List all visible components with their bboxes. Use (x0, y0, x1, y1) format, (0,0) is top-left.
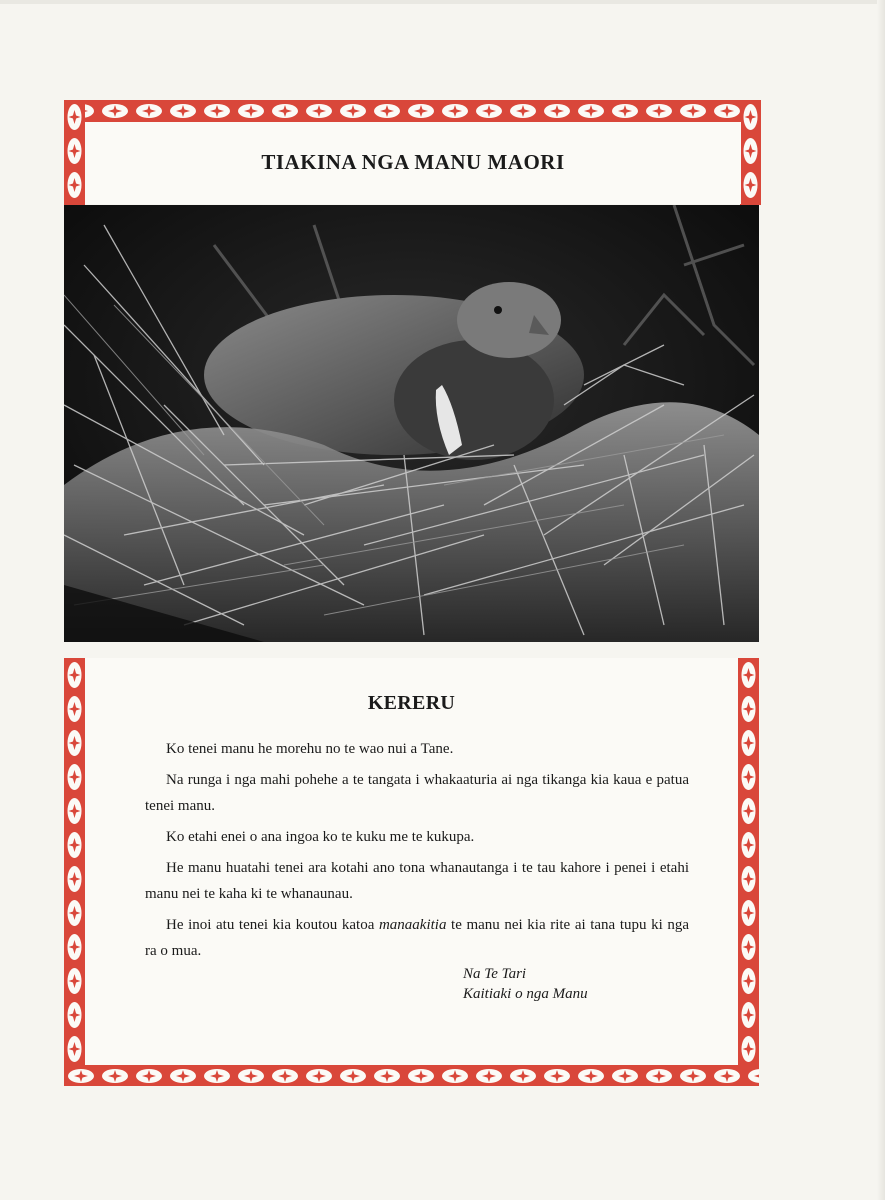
page-edge (0, 0, 885, 4)
paragraph-5 (145, 912, 689, 964)
page-title: TIAKINA NGA MANU MAORI (261, 150, 565, 174)
ornamental-border-right-upper (740, 100, 761, 205)
paragraph-2: Na runga i nga mahi pohehe a te tangata i whakaaturia ai nga tikanga kia kaua e patua tenei manu. (145, 772, 689, 814)
page-edge-shadow (877, 0, 885, 1200)
body-text (145, 736, 689, 969)
kereru-photo (64, 205, 759, 642)
signature-line-1: Na Te Tari (463, 966, 527, 982)
section-heading: KERERU (367, 692, 456, 714)
signature (463, 964, 588, 1004)
title-panel (85, 122, 741, 204)
paragraph-5-emphasis: manaakitia (378, 917, 447, 933)
paragraph-1: Ko tenei manu he morehu no te wao nui a Tane. (166, 741, 454, 757)
ornamental-border-top (64, 100, 761, 122)
paragraph-5-end: te manu nei kia rite ai tana tupu ki nga ra o mua. (145, 917, 689, 959)
ornamental-border-bottom (64, 1065, 759, 1086)
text-panel (85, 658, 738, 1065)
paragraph-5-start: He inoi atu tenei kia koutou katoa (166, 917, 379, 933)
paragraph-3: Ko etahi enei o ana ingoa ko te kuku me te kukupa. (166, 829, 475, 845)
signature-line-2: Kaitiaki o nga Manu (463, 986, 588, 1002)
ornamental-border-left-upper (64, 100, 85, 205)
ornamental-border-right-lower (738, 658, 759, 1086)
ornamental-border-left-lower (64, 658, 85, 1086)
paragraph-4: He manu huatahi tenei ara kotahi ano tona whanautanga i te tau kahore i penei i etahi manu nei te kaha ki te whanaunau. (145, 860, 689, 902)
